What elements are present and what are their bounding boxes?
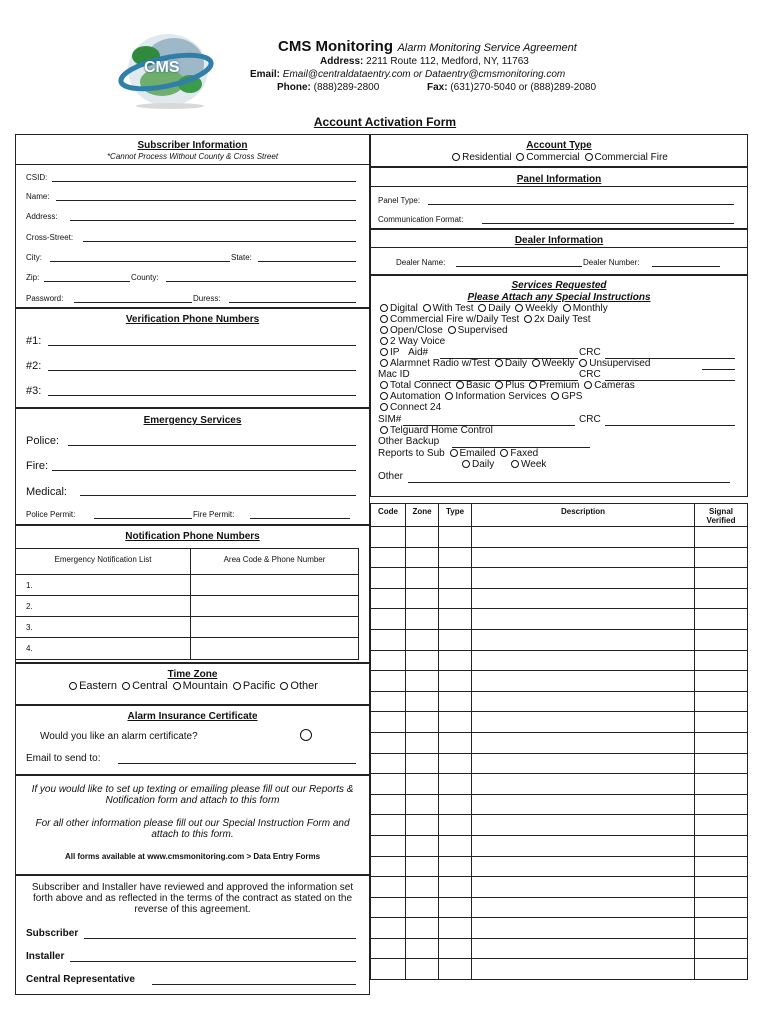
zone-cell[interactable] <box>406 815 439 836</box>
phone-label: Phone: <box>277 82 311 93</box>
zone-cell[interactable] <box>472 609 695 630</box>
zone-cell[interactable] <box>406 918 439 939</box>
radio-emailed[interactable] <box>450 449 458 457</box>
csid-field[interactable] <box>52 181 356 182</box>
zone-cell[interactable] <box>439 609 472 630</box>
cms-logo <box>112 26 222 110</box>
name-field[interactable] <box>56 200 356 201</box>
forms-note: All forms available at www.cmsmonitoring.com > Data Entry Forms <box>64 852 321 861</box>
police-label: Police: <box>26 435 60 447</box>
zone-cell[interactable] <box>695 629 748 650</box>
zone-cell[interactable] <box>406 671 439 692</box>
account-type-options: Residential Commercial Commercial Fire <box>370 152 748 163</box>
radio-residential[interactable] <box>452 153 460 161</box>
installer-sig-label: Installer <box>26 951 65 962</box>
zone-cell[interactable] <box>695 774 748 795</box>
zone-cell[interactable] <box>695 712 748 733</box>
insurance-title: Alarm Insurance Certificate <box>127 711 258 722</box>
zone-cell[interactable] <box>695 753 748 774</box>
city-field[interactable] <box>50 261 230 262</box>
radio-gps[interactable] <box>551 392 559 400</box>
verify-1-field[interactable] <box>48 345 356 346</box>
zone-cell[interactable] <box>371 568 406 589</box>
zone-row <box>371 588 748 609</box>
county-field[interactable] <box>166 281 356 282</box>
company-name: CMS Monitoring <box>278 38 393 55</box>
services-line-digital: Digital With Test Daily Weekly Monthly <box>378 303 608 314</box>
dealer-name-label: Dealer Name: <box>396 258 446 267</box>
zone-cell[interactable] <box>472 794 695 815</box>
fire-label: Fire: <box>26 460 48 472</box>
radio-digital[interactable] <box>380 304 388 312</box>
zone-cell[interactable] <box>371 877 406 898</box>
fax-label: Fax: <box>427 82 448 93</box>
zone-cell[interactable] <box>439 959 472 980</box>
verify-2-field[interactable] <box>48 370 356 371</box>
radio-automation[interactable] <box>380 392 388 400</box>
radio-daily[interactable] <box>478 304 486 312</box>
zone-cell[interactable] <box>371 918 406 939</box>
zone-row <box>371 938 748 959</box>
notification-phone-cell[interactable] <box>191 617 359 638</box>
county-label: County: <box>131 273 159 282</box>
central-rep-label: Central Representative <box>26 974 135 985</box>
zone-cell[interactable] <box>439 588 472 609</box>
zone-cell[interactable] <box>472 918 695 939</box>
zone-header-zone: Zone <box>406 504 439 527</box>
sim-crc-label: CRC <box>579 414 601 425</box>
zone-cell[interactable] <box>439 897 472 918</box>
subscriber-sig-label: Subscriber <box>26 928 79 939</box>
zone-cell[interactable] <box>371 753 406 774</box>
zone-cell[interactable] <box>439 732 472 753</box>
subscriber-sig-field[interactable] <box>84 938 356 939</box>
zone-cell[interactable] <box>695 897 748 918</box>
zone-cell[interactable] <box>439 856 472 877</box>
central-rep-field[interactable] <box>152 984 356 985</box>
reports-to-sub: Reports to Sub Emailed Faxed <box>378 448 539 459</box>
zone-row <box>371 959 748 980</box>
services-line-automation: Automation Information Services GPS <box>378 391 582 402</box>
zone-cell[interactable] <box>406 794 439 815</box>
timezone-options: Eastern Central Mountain Pacific Other <box>15 680 370 692</box>
zone-cell[interactable] <box>439 650 472 671</box>
radio-faxed[interactable] <box>500 449 508 457</box>
zone-header-description: Description <box>472 504 695 527</box>
zone-cell[interactable] <box>695 588 748 609</box>
zone-cell[interactable] <box>695 527 748 548</box>
zone-row <box>371 547 748 568</box>
account-type-title: Account Type <box>526 140 592 151</box>
zone-cell[interactable] <box>439 918 472 939</box>
zone-cell[interactable] <box>695 609 748 630</box>
zone-cell[interactable] <box>371 629 406 650</box>
zone-row <box>371 856 748 877</box>
zone-header-code: Code <box>371 504 406 527</box>
zone-row <box>371 691 748 712</box>
radio-2way-voice[interactable] <box>380 337 388 345</box>
notification-phone-cell[interactable] <box>191 638 359 660</box>
radio-total-connect[interactable] <box>380 381 388 389</box>
logo-text: CMS <box>144 59 180 76</box>
zone-row <box>371 671 748 692</box>
zone-cell[interactable] <box>371 527 406 548</box>
zone-row <box>371 609 748 630</box>
zone-row <box>371 815 748 836</box>
other-backup-label: Other Backup <box>378 436 440 447</box>
services-other-field[interactable] <box>408 482 730 483</box>
zone-cell[interactable] <box>371 712 406 733</box>
duress-field[interactable] <box>229 302 356 303</box>
police-field[interactable] <box>68 445 356 446</box>
zone-cell[interactable] <box>406 588 439 609</box>
zone-cell[interactable] <box>371 856 406 877</box>
duress-label: Duress: <box>193 294 221 303</box>
zone-cell[interactable] <box>695 794 748 815</box>
zone-cell[interactable] <box>406 774 439 795</box>
radio-telguard[interactable] <box>380 426 388 434</box>
panel-title: Panel Information <box>516 174 602 185</box>
zone-cell[interactable] <box>695 671 748 692</box>
zone-cell[interactable] <box>472 897 695 918</box>
company-subtitle: Alarm Monitoring Service Agreement <box>397 42 577 54</box>
police-permit-label: Police Permit: <box>26 510 76 519</box>
notification-row[interactable]: 1. <box>16 575 191 596</box>
dealer-number-label: Dealer Number: <box>583 258 640 267</box>
services-line-total-connect: Total Connect Basic Plus Premium Cameras <box>378 380 635 391</box>
zone-cell[interactable] <box>439 527 472 548</box>
zone-cell[interactable] <box>371 897 406 918</box>
comm-format-field[interactable] <box>482 223 734 224</box>
verification-title: Verification Phone Numbers <box>125 314 260 325</box>
zone-cell[interactable] <box>371 794 406 815</box>
zone-cell[interactable] <box>695 568 748 589</box>
medical-field[interactable] <box>80 495 356 496</box>
radio-other[interactable] <box>280 682 288 690</box>
zone-cell[interactable] <box>406 691 439 712</box>
mac-id-label: Mac ID <box>378 369 410 380</box>
zone-cell[interactable] <box>472 671 695 692</box>
zone-cell[interactable] <box>439 547 472 568</box>
services-line-alarmnet: Alarmnet Radio w/Test Daily Weekly Unsupervised <box>378 358 650 369</box>
zone-row <box>371 753 748 774</box>
zone-cell[interactable] <box>406 650 439 671</box>
services-subtitle: Please Attach any Special Instructions <box>467 292 651 303</box>
csid-label: CSID: <box>26 173 48 182</box>
radio-pacific[interactable] <box>233 682 241 690</box>
zone-cell[interactable] <box>472 774 695 795</box>
radio-monthly[interactable] <box>563 304 571 312</box>
certificate-radio[interactable] <box>300 729 312 741</box>
radio-supervised[interactable] <box>448 326 456 334</box>
radio-alarmnet-weekly[interactable] <box>532 359 540 367</box>
zone-cell[interactable] <box>695 938 748 959</box>
city-label: City: <box>26 253 42 262</box>
fire-field[interactable] <box>52 470 356 471</box>
panel-type-label: Panel Type: <box>378 196 421 205</box>
texting-note: If you would like to set up texting or emailing please fill out our Reports & Notification form and attach to this form <box>31 784 354 806</box>
zone-cell[interactable] <box>406 856 439 877</box>
zone-row <box>371 732 748 753</box>
radio-cameras[interactable] <box>584 381 592 389</box>
radio-with-test[interactable] <box>423 304 431 312</box>
zone-cell[interactable] <box>406 629 439 650</box>
radio-ip[interactable] <box>380 348 388 356</box>
zone-cell[interactable] <box>371 547 406 568</box>
password-field[interactable] <box>74 302 192 303</box>
zone-row <box>371 835 748 856</box>
zip-label: Zip: <box>26 273 40 282</box>
zone-cell[interactable] <box>371 938 406 959</box>
zone-cell[interactable] <box>406 732 439 753</box>
radio-information-services[interactable] <box>445 392 453 400</box>
radio-2x-daily[interactable] <box>524 315 532 323</box>
notification-row[interactable]: 2. <box>16 596 191 617</box>
zone-cell[interactable] <box>371 671 406 692</box>
radio-weekly[interactable] <box>515 304 523 312</box>
zone-row <box>371 568 748 589</box>
services-line-voice: 2 Way Voice <box>378 336 445 347</box>
verify-1-label: #1: <box>26 335 42 347</box>
zone-cell[interactable] <box>371 732 406 753</box>
zone-cell[interactable] <box>439 877 472 898</box>
services-line-ip: IP Aid# <box>378 347 428 358</box>
services-line-telguard: Telguard Home Control <box>378 425 493 436</box>
zone-cell[interactable] <box>406 877 439 898</box>
notification-title: Notification Phone Numbers <box>125 531 260 542</box>
zone-cell[interactable] <box>695 732 748 753</box>
address-label: Address: <box>320 56 364 67</box>
fire-permit-label: Fire Permit: <box>193 510 235 519</box>
fire-permit-field[interactable] <box>250 518 350 519</box>
dealer-number-field[interactable] <box>652 266 720 267</box>
address-field-label: Address: <box>26 212 58 221</box>
zone-cell[interactable] <box>472 527 695 548</box>
zone-cell[interactable] <box>695 959 748 980</box>
radio-commercial[interactable] <box>516 153 524 161</box>
zone-cell[interactable] <box>439 568 472 589</box>
zone-cell[interactable] <box>472 815 695 836</box>
radio-report-week[interactable] <box>511 460 519 468</box>
address-value: 2211 Route 112, Medford, NY, 11763 <box>366 56 529 67</box>
notification-row[interactable]: 4. <box>16 638 191 660</box>
zone-cell[interactable] <box>371 588 406 609</box>
zone-cell[interactable] <box>472 629 695 650</box>
dealer-name-field[interactable] <box>456 266 582 267</box>
zone-cell[interactable] <box>472 732 695 753</box>
timezone-title: Time Zone <box>167 669 218 680</box>
zone-cell[interactable] <box>406 959 439 980</box>
form-title: Account Activation Form <box>313 115 457 129</box>
zone-cell[interactable] <box>472 712 695 733</box>
medical-label: Medical: <box>26 486 67 498</box>
zone-cell[interactable] <box>472 753 695 774</box>
zone-cell[interactable] <box>472 938 695 959</box>
approval-statement: Subscriber and Installer have reviewed and approved the information set forth above and as reflected in the terms of the contract as stated on the reverse of this agreement. <box>31 882 354 915</box>
services-line-fire: Commercial Fire w/Daily Test 2x Daily Test <box>378 314 591 325</box>
ip-crc-label: CRC <box>579 347 601 358</box>
radio-central[interactable] <box>122 682 130 690</box>
zone-cell[interactable] <box>695 856 748 877</box>
verify-2-label: #2: <box>26 360 42 372</box>
subscriber-note: *Cannot Process Without County & Cross Street <box>106 152 279 161</box>
radio-commercial-fire-daily[interactable] <box>380 315 388 323</box>
radio-plus[interactable] <box>495 381 503 389</box>
mac-crc-label: CRC <box>579 369 601 380</box>
radio-mountain[interactable] <box>173 682 181 690</box>
subscriber-title: Subscriber Information <box>137 140 248 151</box>
zone-cell[interactable] <box>371 959 406 980</box>
zone-cell[interactable] <box>406 938 439 959</box>
zone-cell[interactable] <box>439 753 472 774</box>
zone-cell[interactable] <box>439 815 472 836</box>
radio-open-close[interactable] <box>380 326 388 334</box>
zone-header-signal-verified: Signal Verified <box>695 504 748 527</box>
zone-cell[interactable] <box>406 568 439 589</box>
zone-cell[interactable] <box>695 835 748 856</box>
zone-cell[interactable] <box>439 629 472 650</box>
services-title: Services Requested <box>511 280 607 291</box>
zone-row <box>371 527 748 548</box>
insurance-email-label: Email to send to: <box>26 753 101 764</box>
zone-cell[interactable] <box>695 918 748 939</box>
password-label: Password: <box>26 294 64 303</box>
address-field[interactable] <box>70 220 356 221</box>
cross-street-field[interactable] <box>83 241 356 242</box>
zone-row <box>371 794 748 815</box>
zone-row <box>371 877 748 898</box>
zone-cell[interactable] <box>695 650 748 671</box>
zone-cell[interactable] <box>371 650 406 671</box>
zone-row <box>371 918 748 939</box>
sim-label: SIM# <box>378 414 402 425</box>
radio-alarmnet[interactable] <box>380 359 388 367</box>
zone-cell[interactable] <box>439 671 472 692</box>
radio-alarmnet-daily[interactable] <box>495 359 503 367</box>
verify-3-field[interactable] <box>48 395 356 396</box>
name-label: Name: <box>26 192 50 201</box>
notification-phone-cell[interactable] <box>191 575 359 596</box>
phone-value: (888)289-2800 <box>313 82 380 93</box>
zone-cell[interactable] <box>439 691 472 712</box>
zone-row <box>371 897 748 918</box>
notification-phone-cell[interactable] <box>191 596 359 617</box>
zone-cell[interactable] <box>695 547 748 568</box>
state-label: State: <box>231 253 252 262</box>
radio-premium[interactable] <box>529 381 537 389</box>
services-line-connect24: Connect 24 <box>378 402 441 413</box>
zone-cell[interactable] <box>472 568 695 589</box>
radio-unsupervised[interactable] <box>579 359 587 367</box>
zone-cell[interactable] <box>439 835 472 856</box>
insurance-email-field[interactable] <box>118 763 356 764</box>
notification-col-phone: Area Code & Phone Number <box>191 549 359 575</box>
notification-table <box>15 548 359 660</box>
radio-commercial-fire[interactable] <box>585 153 593 161</box>
zone-cell[interactable] <box>472 877 695 898</box>
radio-basic[interactable] <box>456 381 464 389</box>
zone-cell[interactable] <box>472 856 695 877</box>
zone-cell[interactable] <box>406 753 439 774</box>
sim-crc-field[interactable] <box>605 425 735 426</box>
emergency-title: Emergency Services <box>143 415 242 426</box>
zone-row <box>371 650 748 671</box>
services-other-label: Other <box>378 471 404 482</box>
zone-cell[interactable] <box>439 712 472 733</box>
zone-cell[interactable] <box>472 588 695 609</box>
zone-cell[interactable] <box>472 835 695 856</box>
zone-cell[interactable] <box>439 794 472 815</box>
zone-cell[interactable] <box>472 547 695 568</box>
cross-street-label: Cross-Street: <box>26 233 74 242</box>
radio-connect-24[interactable] <box>380 403 388 411</box>
zone-cell[interactable] <box>472 691 695 712</box>
zone-cell[interactable] <box>472 650 695 671</box>
zone-cell[interactable] <box>406 547 439 568</box>
zone-row <box>371 629 748 650</box>
zone-cell[interactable] <box>406 712 439 733</box>
comm-format-label: Communication Format: <box>378 215 464 224</box>
zone-cell[interactable] <box>406 897 439 918</box>
zone-cell[interactable] <box>371 815 406 836</box>
state-field[interactable] <box>258 261 356 262</box>
radio-eastern[interactable] <box>69 682 77 690</box>
notification-col-list: Emergency Notification List <box>16 549 191 575</box>
insurance-question: Would you like an alarm certificate? <box>40 731 198 742</box>
fax-value: (631)270-5040 or (888)289-2080 <box>450 82 597 93</box>
other-info-note: For all other information please fill out our Special Instruction Form and attach to this form. <box>35 818 350 840</box>
zone-row <box>371 774 748 795</box>
services-line-open-close: Open/Close Supervised <box>378 325 508 336</box>
zone-cell[interactable] <box>371 835 406 856</box>
zone-cell[interactable] <box>371 774 406 795</box>
zone-table <box>370 503 748 980</box>
zip-field[interactable] <box>44 281 130 282</box>
reports-frequency: Daily Week <box>460 459 546 470</box>
email-value: Email@centraldataentry.com or Dataentry@cmsmonitoring.com <box>282 69 566 80</box>
zone-cell[interactable] <box>439 938 472 959</box>
radio-report-daily[interactable] <box>462 460 470 468</box>
zone-row <box>371 712 748 733</box>
email-label: Email: <box>250 69 281 80</box>
zone-cell[interactable] <box>472 959 695 980</box>
zone-cell[interactable] <box>371 691 406 712</box>
police-permit-field[interactable] <box>94 518 192 519</box>
zone-cell[interactable] <box>439 774 472 795</box>
dealer-title: Dealer Information <box>514 235 604 246</box>
verify-3-label: #3: <box>26 385 42 397</box>
notification-row[interactable]: 3. <box>16 617 191 638</box>
installer-sig-field[interactable] <box>70 961 356 962</box>
zone-cell[interactable] <box>406 835 439 856</box>
zone-cell[interactable] <box>695 815 748 836</box>
zone-cell[interactable] <box>406 609 439 630</box>
zone-cell[interactable] <box>371 609 406 630</box>
zone-cell[interactable] <box>695 877 748 898</box>
zone-cell[interactable] <box>695 691 748 712</box>
zone-cell[interactable] <box>406 527 439 548</box>
panel-type-field[interactable] <box>428 204 734 205</box>
zone-header-type: Type <box>439 504 472 527</box>
